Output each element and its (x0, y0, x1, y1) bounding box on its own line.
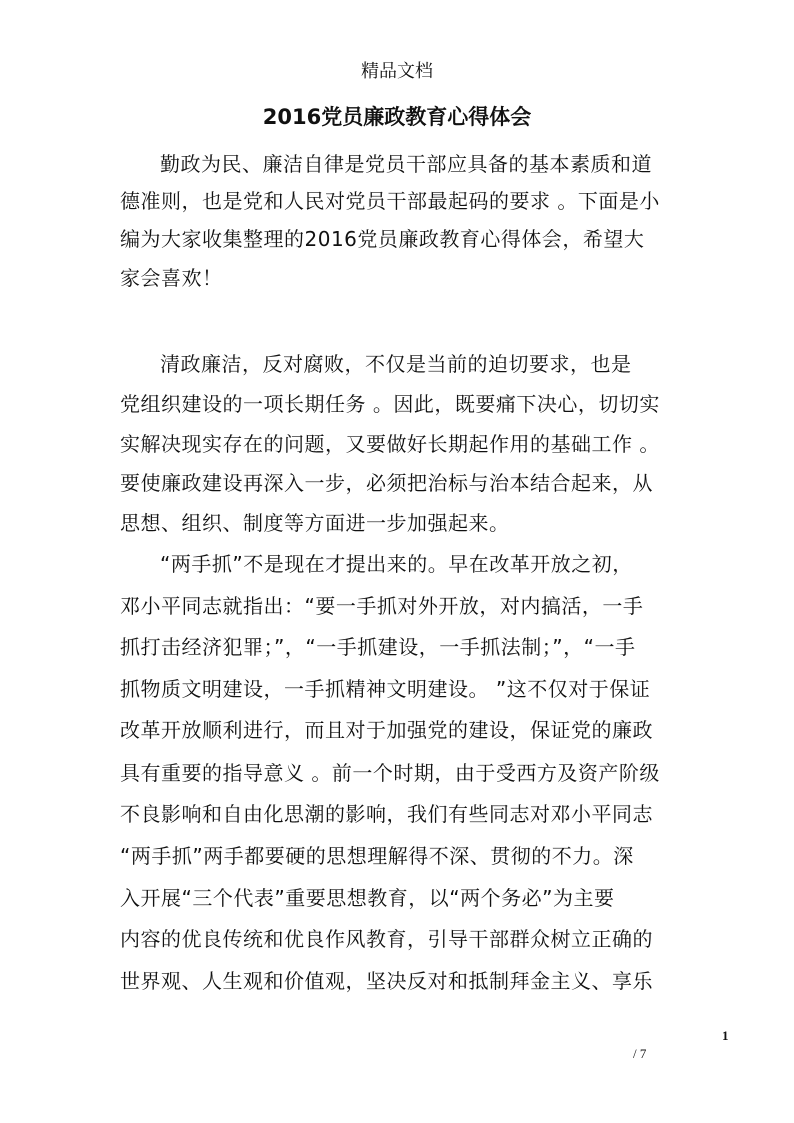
text-line: 实解决现实存在的问题，又要做好长期起作用的基础工作 。 (120, 432, 660, 456)
text-line: 改革开放顺利进行，而且对于加强党的建设，保证党的廉政 (120, 718, 653, 742)
document-header-label: 精品文档 (361, 61, 433, 82)
text-line: 党组织建设的一项长期任务 。因此，既要痛下决心，切切实 (120, 392, 660, 416)
text-line: 清政廉洁，反对腐败，不仅是当前的迫切要求，也是 (160, 352, 632, 376)
text-line: 编为大家收集整理的2016党员廉政教育心得体会，希望大 (120, 227, 645, 251)
text-line: 要使廉政建设再深入一步，必须把治标与治本结合起来，从 (120, 471, 653, 495)
text-line: 世界观、人生观和价值观，坚决反对和抵制拜金主义、享乐 (120, 969, 653, 993)
text-line: 德准则，也是党和人民对党员干部最起码的要求 。下面是小 (120, 189, 660, 213)
text-line: 邓小平同志就指出：“要一手抓对外开放，对内搞活，一手 (120, 594, 644, 618)
text-line: 抓物质文明建设，一手抓精神文明建设。 ”这不仅对于保证 (120, 677, 651, 701)
text-line: “两手抓”不是现在才提出来的。早在改革开放之初， (160, 552, 633, 576)
text-line: 入开展“三个代表”重要思想教育，以“两个务必”为主要 (120, 886, 615, 910)
text-line: 家会喜欢！ (120, 266, 223, 290)
document-title: 2016党员廉政教育心得体会 (262, 105, 532, 129)
page-total: / 7 (633, 1046, 647, 1061)
text-line: 不良影响和自由化思潮的影响，我们有些同志对邓小平同志 (120, 802, 653, 826)
text-line: 抓打击经济犯罪；”，“一手抓建设，一手抓法制；”，“一手 (120, 635, 636, 659)
text-line: 内容的优良传统和优良作风教育，引导干部群众树立正确的 (120, 927, 653, 951)
text-line: 具有重要的指导意义 。前一个时期，由于受西方及资产阶级 (120, 761, 660, 785)
page-number: 1 (722, 1028, 729, 1043)
text-line: 勤政为民、廉洁自律是党员干部应具备的基本素质和道 (160, 152, 652, 176)
text-line: 思想、组织、制度等方面进一步加强起来。 (120, 511, 510, 535)
text-line: “两手抓”两手都要硬的思想理解得不深、贯彻的不力。深 (120, 844, 634, 868)
